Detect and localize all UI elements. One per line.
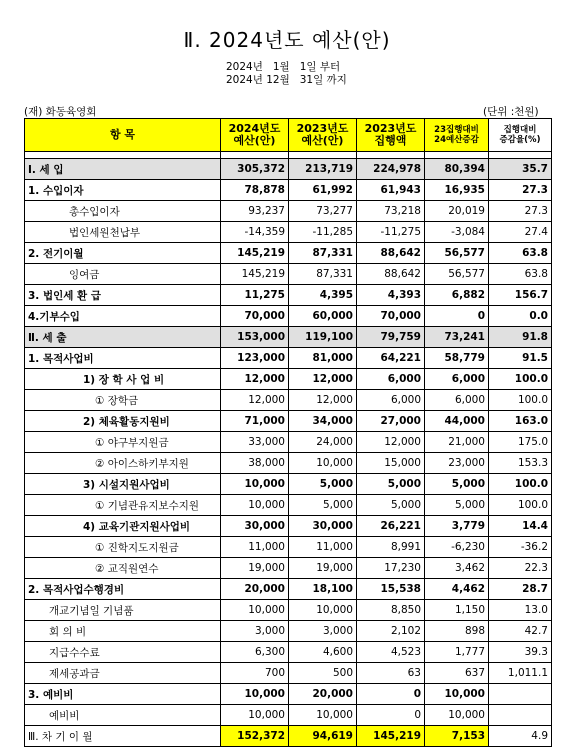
row-value: 7,153 xyxy=(425,726,489,747)
row-value: 71,000 xyxy=(221,411,289,432)
table-row xyxy=(25,516,552,537)
row-value: 38,000 xyxy=(221,453,289,474)
row-value: 27.3 xyxy=(489,180,552,201)
row-label: 1. 수입이자 xyxy=(25,180,221,201)
row-value: 213,719 xyxy=(289,159,357,180)
header-change-rate: 집행대비 증감율(%) xyxy=(489,119,552,152)
row-value: 23,000 xyxy=(425,453,489,474)
row-value: 5,000 xyxy=(425,495,489,516)
table-row xyxy=(25,285,552,306)
table-row xyxy=(25,642,552,663)
row-value: 3,000 xyxy=(289,621,357,642)
row-label: 제세공과금 xyxy=(25,663,221,684)
row-value: 20,000 xyxy=(289,684,357,705)
row-value: -14,359 xyxy=(221,222,289,243)
row-label: ② 교직원연수 xyxy=(25,558,221,579)
row-value: 64,221 xyxy=(357,348,425,369)
row-value: 6,000 xyxy=(425,390,489,411)
row-label: 2. 목적사업수행경비 xyxy=(25,579,221,600)
row-value xyxy=(489,684,552,705)
table-row xyxy=(25,663,552,684)
table-row xyxy=(25,180,552,201)
row-value: 58,779 xyxy=(425,348,489,369)
row-value: 153,000 xyxy=(221,327,289,348)
row-value: 6,000 xyxy=(357,390,425,411)
row-value: 12,000 xyxy=(221,369,289,390)
header-budget-2023: 2023년도 예산(안) xyxy=(289,119,357,152)
row-label: ① 기념관유지보수지원 xyxy=(25,495,221,516)
header-item: 항 목 xyxy=(25,119,221,152)
header-difference: 23집행대비 24예산증감 xyxy=(425,119,489,152)
row-label: 예비비 xyxy=(25,705,221,726)
row-value: 61,943 xyxy=(357,180,425,201)
row-value: 20,000 xyxy=(221,579,289,600)
table-row xyxy=(25,411,552,432)
row-value: 16,935 xyxy=(425,180,489,201)
row-value: 91.8 xyxy=(489,327,552,348)
row-value: 156.7 xyxy=(489,285,552,306)
row-value: 73,277 xyxy=(289,201,357,222)
row-label: ① 야구부지원금 xyxy=(25,432,221,453)
row-value: 6,300 xyxy=(221,642,289,663)
table-row xyxy=(25,243,552,264)
row-value: 73,241 xyxy=(425,327,489,348)
row-label: 2. 전기이월 xyxy=(25,243,221,264)
row-value: 5,000 xyxy=(289,495,357,516)
row-value: 145,219 xyxy=(357,726,425,747)
row-value: 35.7 xyxy=(489,159,552,180)
row-label: Ⅲ. 차 기 이 월 xyxy=(25,726,221,747)
row-value: 26,221 xyxy=(357,516,425,537)
row-value: 152,372 xyxy=(221,726,289,747)
table-row xyxy=(25,558,552,579)
budget-period xyxy=(226,61,347,87)
period-end: 2024년 12월 31일 까지 xyxy=(226,74,347,86)
row-value: 10,000 xyxy=(425,684,489,705)
row-value: 5,000 xyxy=(289,474,357,495)
row-value: 30,000 xyxy=(289,516,357,537)
row-label: 3. 예비비 xyxy=(25,684,221,705)
row-value: 11,275 xyxy=(221,285,289,306)
table-row xyxy=(25,222,552,243)
table-row xyxy=(25,306,552,327)
table-row xyxy=(25,348,552,369)
row-value: 175.0 xyxy=(489,432,552,453)
row-label: 3. 법인세 환 급 xyxy=(25,285,221,306)
row-value: 88,642 xyxy=(357,243,425,264)
table-row xyxy=(25,579,552,600)
row-value: 63.8 xyxy=(489,243,552,264)
row-value: 70,000 xyxy=(357,306,425,327)
row-label: 4.기부수입 xyxy=(25,306,221,327)
row-value: 100.0 xyxy=(489,390,552,411)
row-value: 33,000 xyxy=(221,432,289,453)
row-value: 10,000 xyxy=(221,474,289,495)
table-row xyxy=(25,390,552,411)
table-row xyxy=(25,453,552,474)
row-value: 119,100 xyxy=(289,327,357,348)
row-value: 4,523 xyxy=(357,642,425,663)
row-value: 2,102 xyxy=(357,621,425,642)
row-label: 법인세원천납부 xyxy=(25,222,221,243)
row-value: 6,000 xyxy=(357,369,425,390)
row-value: 145,219 xyxy=(221,264,289,285)
row-value: 60,000 xyxy=(289,306,357,327)
row-value: 5,000 xyxy=(357,495,425,516)
table-row xyxy=(25,495,552,516)
spacer-row xyxy=(25,152,552,159)
table-row xyxy=(25,159,552,180)
row-value: 100.0 xyxy=(489,474,552,495)
row-value xyxy=(489,705,552,726)
organization-name: (재) 화동육영회 xyxy=(24,106,97,118)
row-value: 224,978 xyxy=(357,159,425,180)
row-value: 3,000 xyxy=(221,621,289,642)
row-value: 0 xyxy=(357,684,425,705)
row-value: 6,000 xyxy=(425,369,489,390)
row-value: 1,011.1 xyxy=(489,663,552,684)
row-value: 27,000 xyxy=(357,411,425,432)
row-value: 898 xyxy=(425,621,489,642)
row-value: 10,000 xyxy=(221,495,289,516)
row-value: 27.4 xyxy=(489,222,552,243)
row-label: 잉여금 xyxy=(25,264,221,285)
unit-label: (단위 :천원) xyxy=(483,106,539,118)
row-value: 10,000 xyxy=(289,600,357,621)
row-value: 87,331 xyxy=(289,264,357,285)
row-value: 0 xyxy=(425,306,489,327)
row-value: 4,462 xyxy=(425,579,489,600)
table-row xyxy=(25,201,552,222)
row-value: 11,000 xyxy=(289,537,357,558)
row-value: 56,577 xyxy=(425,264,489,285)
header-row xyxy=(25,119,552,152)
row-value: -11,275 xyxy=(357,222,425,243)
row-value: -11,285 xyxy=(289,222,357,243)
row-value: 19,000 xyxy=(221,558,289,579)
row-value: 17,230 xyxy=(357,558,425,579)
row-value: 11,000 xyxy=(221,537,289,558)
period-start: 2024년 1월 1일 부터 xyxy=(226,61,341,73)
row-value: 12,000 xyxy=(357,432,425,453)
row-value: 3,462 xyxy=(425,558,489,579)
row-value: 21,000 xyxy=(425,432,489,453)
header-executed-2023: 2023년도 집행액 xyxy=(357,119,425,152)
row-label: 3) 시설지원사업비 xyxy=(25,474,221,495)
row-value: 27.3 xyxy=(489,201,552,222)
row-value: 13.0 xyxy=(489,600,552,621)
header-budget-2024: 2024년도 예산(안) xyxy=(221,119,289,152)
row-value: 10,000 xyxy=(221,705,289,726)
table-row xyxy=(25,432,552,453)
row-value: 153.3 xyxy=(489,453,552,474)
row-value: 100.0 xyxy=(489,369,552,390)
row-label: 4) 교육기관지원사업비 xyxy=(25,516,221,537)
row-value: 0.0 xyxy=(489,306,552,327)
row-value: 56,577 xyxy=(425,243,489,264)
row-value: 163.0 xyxy=(489,411,552,432)
row-value: 10,000 xyxy=(425,705,489,726)
row-value: 12,000 xyxy=(289,390,357,411)
row-value: 5,000 xyxy=(425,474,489,495)
row-value: 39.3 xyxy=(489,642,552,663)
table-row xyxy=(25,264,552,285)
row-value: 80,394 xyxy=(425,159,489,180)
row-value: 0 xyxy=(357,705,425,726)
row-value: 73,218 xyxy=(357,201,425,222)
row-value: 4,600 xyxy=(289,642,357,663)
row-label: 1. 목적사업비 xyxy=(25,348,221,369)
table-row xyxy=(25,327,552,348)
row-value: 4.9 xyxy=(489,726,552,747)
row-value: 3,779 xyxy=(425,516,489,537)
row-label: Ⅱ. 세 출 xyxy=(25,327,221,348)
row-value: 18,100 xyxy=(289,579,357,600)
row-value: 8,850 xyxy=(357,600,425,621)
row-value: -6,230 xyxy=(425,537,489,558)
row-label: ① 진학지도지원금 xyxy=(25,537,221,558)
table-row xyxy=(25,474,552,495)
row-value: 10,000 xyxy=(221,600,289,621)
row-value: 10,000 xyxy=(221,684,289,705)
row-value: 63 xyxy=(357,663,425,684)
row-value: 14.4 xyxy=(489,516,552,537)
table-row xyxy=(25,684,552,705)
page-title: Ⅱ. 2024년도 예산(안) xyxy=(183,28,391,52)
row-value: 4,395 xyxy=(289,285,357,306)
budget-table-body xyxy=(25,152,552,747)
row-value: 34,000 xyxy=(289,411,357,432)
row-value: 15,000 xyxy=(357,453,425,474)
row-value: 61,992 xyxy=(289,180,357,201)
row-value: 15,538 xyxy=(357,579,425,600)
row-value: 1,150 xyxy=(425,600,489,621)
row-value: 6,882 xyxy=(425,285,489,306)
budget-table xyxy=(24,118,552,747)
row-value: 70,000 xyxy=(221,306,289,327)
row-value: 28.7 xyxy=(489,579,552,600)
row-value: 700 xyxy=(221,663,289,684)
row-value: 81,000 xyxy=(289,348,357,369)
row-value: 123,000 xyxy=(221,348,289,369)
row-value: 78,878 xyxy=(221,180,289,201)
table-row xyxy=(25,726,552,747)
row-value: 10,000 xyxy=(289,705,357,726)
row-label: 총수입이자 xyxy=(25,201,221,222)
row-value: 20,019 xyxy=(425,201,489,222)
row-value: 500 xyxy=(289,663,357,684)
row-value: 88,642 xyxy=(357,264,425,285)
row-label: 회 의 비 xyxy=(25,621,221,642)
row-label: ② 아이스하키부지원 xyxy=(25,453,221,474)
row-value: -36.2 xyxy=(489,537,552,558)
table-row xyxy=(25,537,552,558)
row-value: 42.7 xyxy=(489,621,552,642)
row-value: 91.5 xyxy=(489,348,552,369)
table-row xyxy=(25,621,552,642)
table-row xyxy=(25,369,552,390)
row-value: 305,372 xyxy=(221,159,289,180)
row-value: 637 xyxy=(425,663,489,684)
row-value: 93,237 xyxy=(221,201,289,222)
table-row xyxy=(25,600,552,621)
row-label: 2) 체육활동지원비 xyxy=(25,411,221,432)
row-value: 94,619 xyxy=(289,726,357,747)
row-label: ① 장학금 xyxy=(25,390,221,411)
row-value: 19,000 xyxy=(289,558,357,579)
row-label: Ⅰ. 세 입 xyxy=(25,159,221,180)
row-value: -3,084 xyxy=(425,222,489,243)
row-value: 8,991 xyxy=(357,537,425,558)
row-value: 100.0 xyxy=(489,495,552,516)
row-value: 10,000 xyxy=(289,453,357,474)
row-value: 24,000 xyxy=(289,432,357,453)
row-value: 30,000 xyxy=(221,516,289,537)
row-value: 79,759 xyxy=(357,327,425,348)
row-value: 63.8 xyxy=(489,264,552,285)
row-value: 1,777 xyxy=(425,642,489,663)
row-value: 145,219 xyxy=(221,243,289,264)
row-label: 1) 장 학 사 업 비 xyxy=(25,369,221,390)
row-value: 4,393 xyxy=(357,285,425,306)
row-value: 12,000 xyxy=(289,369,357,390)
row-value: 44,000 xyxy=(425,411,489,432)
row-value: 87,331 xyxy=(289,243,357,264)
row-label: 개교기념일 기념품 xyxy=(25,600,221,621)
table-row xyxy=(25,705,552,726)
row-value: 22.3 xyxy=(489,558,552,579)
row-label: 지급수수료 xyxy=(25,642,221,663)
row-value: 5,000 xyxy=(357,474,425,495)
row-value: 12,000 xyxy=(221,390,289,411)
